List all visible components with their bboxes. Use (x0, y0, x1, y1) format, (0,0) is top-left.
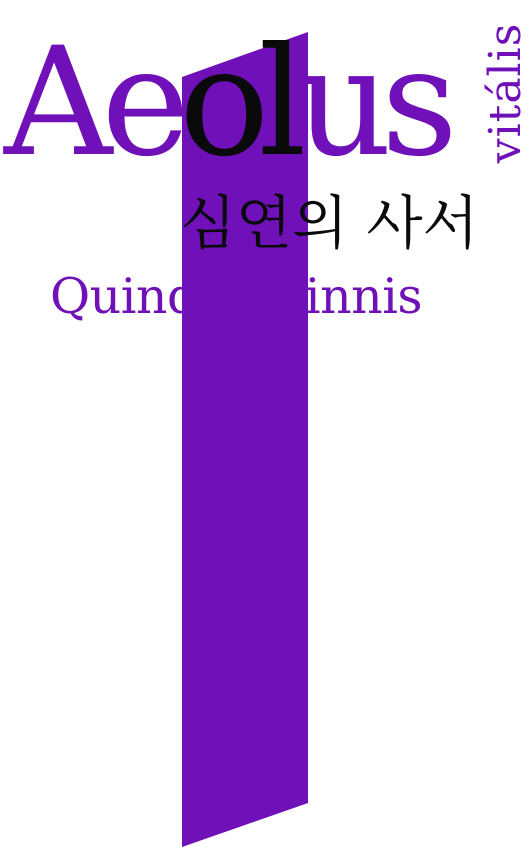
vertical-word-block (480, 0, 531, 185)
title-letter-u: u (295, 16, 382, 190)
vertical-word: vitális (480, 22, 531, 163)
korean-subtitle: 심연의 사서 (180, 189, 479, 257)
latin-subtitle: Quinque Pinnis (50, 268, 423, 325)
poster-title (4, 16, 447, 190)
title-letter-e: e (101, 16, 180, 190)
title-letter-a: A (4, 16, 102, 190)
title-letter-s: s (381, 16, 447, 190)
title-letter-o: o (179, 16, 259, 190)
title-letter-l: l (258, 16, 296, 190)
